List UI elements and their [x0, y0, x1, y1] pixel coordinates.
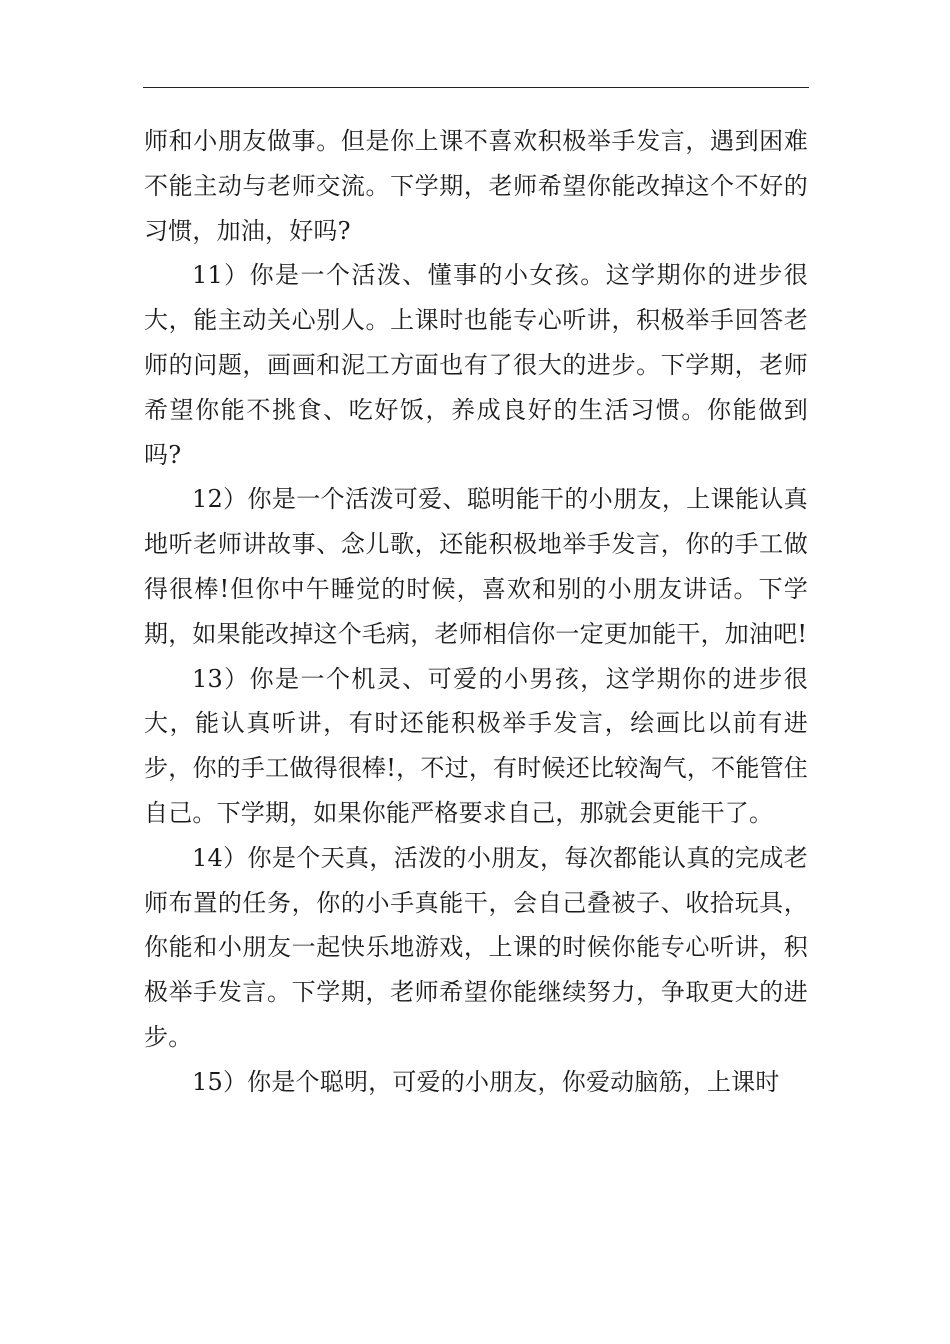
paragraph-13: 13）你是一个机灵、可爱的小男孩，这学期你的进步很大，能认真听讲，有时还能积极举手发言，绘画比以前有进步，你的手工做得很棒!，不过，有时候还比较淘气，不能管住自己。下学期，如果你能严格要求自己，那就会更能干了。 — [144, 664, 808, 827]
header-rule — [143, 87, 809, 88]
paragraph-15: 15）你是个聪明，可爱的小朋友，你爱动脑筋，上课时 — [192, 1067, 780, 1096]
paragraph-12: 12）你是一个活泼可爱、聪明能干的小朋友，上课能认真地听老师讲故事、念儿歌，还能积极地举手发言，你的手工做得很棒!但你中午睡觉的时候，喜欢和别的小朋友讲话。下学期，如果能改掉这个毛病，老师相信你一定更加能干，加油吧! — [144, 485, 808, 648]
body-text — [144, 119, 808, 1105]
paragraph-continued: 师和小朋友做事。但是你上课不喜欢积极举手发言，遇到困难不能主动与老师交流。下学期，老师希望你能改掉这个不好的习惯，加油，好吗? — [144, 127, 808, 245]
paragraph-11: 11）你是一个活泼、懂事的小女孩。这学期你的进步很大，能主动关心别人。上课时也能专心听讲，积极举手回答老师的问题，画画和泥工方面也有了很大的进步。下学期，老师希望你能不挑食、吃好饭，养成良好的生活习惯。你能做到吗? — [144, 261, 808, 469]
paragraph-14: 14）你是个天真，活泼的小朋友，每次都能认真的完成老师布置的任务，你的小手真能干，会自己叠被子、收拾玩具，你能和小朋友一起快乐地游戏，上课的时候你能专心听讲，积极举手发言。下学期，老师希望你能继续努力，争取更大的进步。 — [144, 843, 808, 1051]
